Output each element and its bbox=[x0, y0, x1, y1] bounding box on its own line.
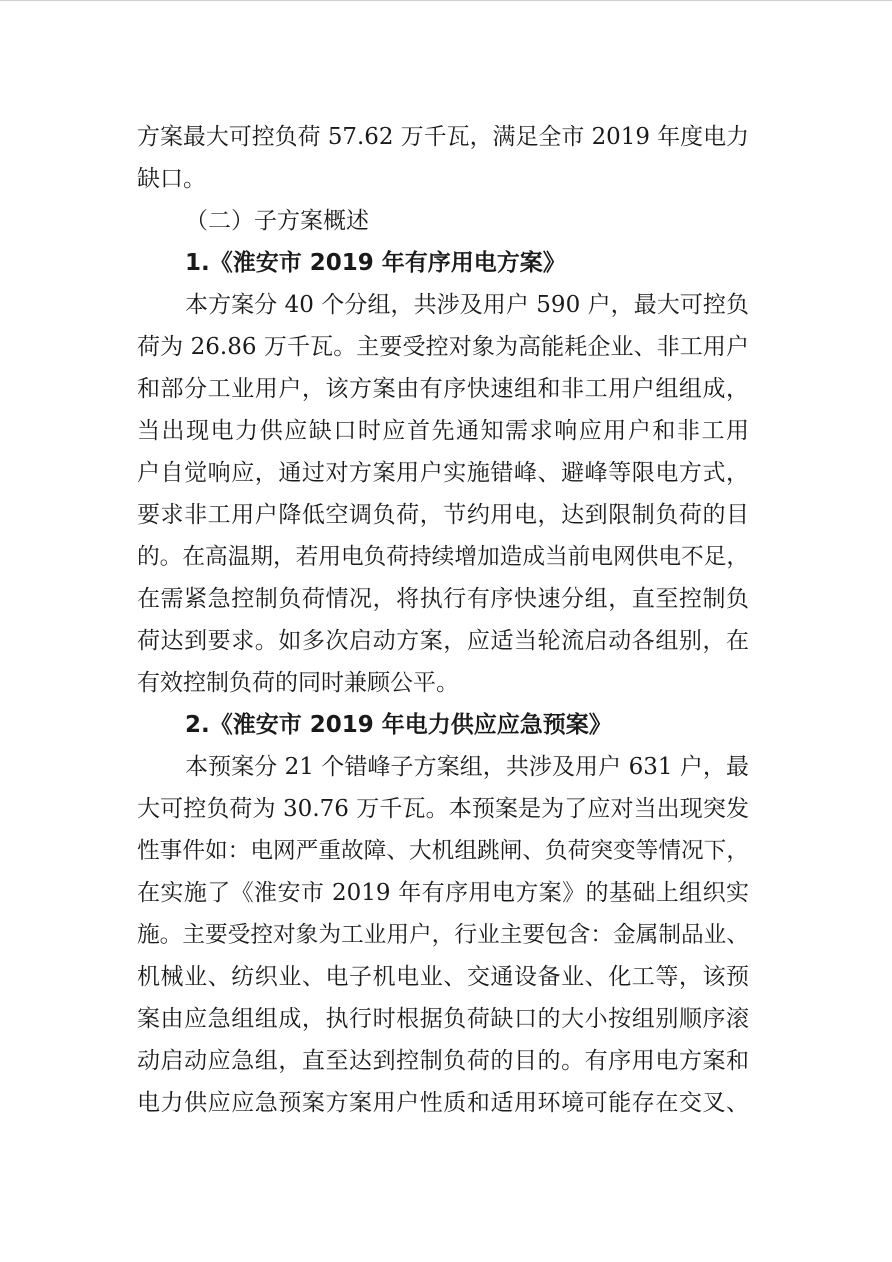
text-line: 户自觉响应，通过对方案用户实施错峰、避峰等限电方式， bbox=[137, 460, 749, 486]
text-line: 大可控负荷为 30.76 万千瓦。本预案是为了应对当出现突发 bbox=[137, 796, 749, 822]
text-line: 缺口。 bbox=[137, 166, 206, 192]
text-line: 荷达到要求。如多次启动方案，应适当轮流启动各组别，在 bbox=[137, 628, 749, 654]
text-line: 荷为 26.86 万千瓦。主要受控对象为高能耗企业、非工用户 bbox=[137, 334, 749, 360]
text-line: 本预案分 21 个错峰子方案组，共涉及用户 631 户，最 bbox=[185, 754, 749, 780]
text-line: 和部分工业用户，该方案由有序快速组和非工用户组组成， bbox=[137, 376, 749, 402]
text-line: 施。主要受控对象为工业用户，行业主要包含：金属制品业、 bbox=[137, 922, 749, 948]
text-line: 机械业、纺织业、电子机电业、交通设备业、化工等，该预 bbox=[137, 964, 749, 990]
text-line: 有效控制负荷的同时兼顾公平。 bbox=[137, 670, 459, 696]
text-line: 电力供应应急预案方案用户性质和适用环境可能存在交叉、 bbox=[137, 1090, 749, 1116]
text-line: 在需紧急控制负荷情况，将执行有序快速分组，直至控制负 bbox=[137, 586, 749, 612]
text-line: 动启动应急组，直至达到控制负荷的目的。有序用电方案和 bbox=[137, 1048, 749, 1074]
plan-heading-1: 1.《淮安市 2019 年有序用电方案》 bbox=[185, 250, 566, 276]
plan-heading-2: 2.《淮安市 2019 年电力供应应急预案》 bbox=[185, 712, 612, 738]
text-line: 在实施了《淮安市 2019 年有序用电方案》的基础上组织实 bbox=[137, 880, 749, 906]
text-line: 性事件如：电网严重故障、大机组跳闸、负荷突变等情况下， bbox=[137, 838, 749, 864]
text-line: 的。在高温期，若用电负荷持续增加造成当前电网供电不足， bbox=[137, 544, 749, 570]
text-line: 方案最大可控负荷 57.62 万千瓦，满足全市 2019 年度电力 bbox=[137, 124, 749, 150]
text-line: 案由应急组组成，执行时根据负荷缺口的大小按组别顺序滚 bbox=[137, 1006, 749, 1032]
text-line: 本方案分 40 个分组，共涉及用户 590 户，最大可控负 bbox=[185, 292, 749, 318]
section-subheading: （二）子方案概述 bbox=[185, 208, 369, 234]
text-line: 当出现电力供应缺口时应首先通知需求响应用户和非工用 bbox=[137, 418, 749, 444]
document-body bbox=[137, 116, 749, 1124]
text-line: 要求非工用户降低空调负荷，节约用电，达到限制负荷的目 bbox=[137, 502, 749, 528]
